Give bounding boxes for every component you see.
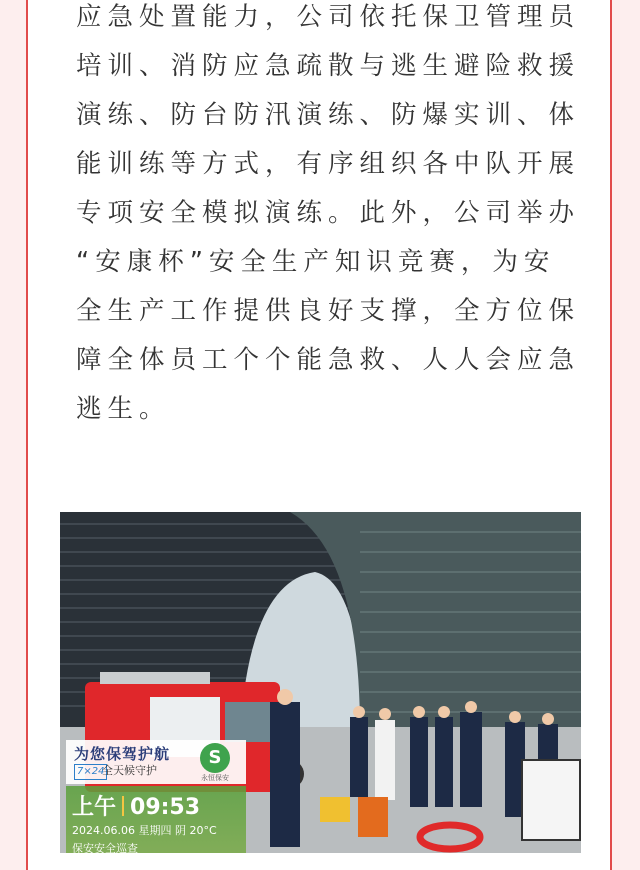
photo-watermark-overlay — [66, 740, 246, 853]
time-divider — [122, 796, 124, 816]
time-value: 09:53 — [130, 795, 201, 820]
service-hours-badge: 7×24 — [74, 764, 107, 780]
brand-subtitle: 全天候守护 — [102, 764, 157, 777]
time-period: 上午 — [72, 795, 117, 820]
company-logo-label: 永恒保安 — [201, 774, 229, 782]
brand-box — [66, 740, 246, 784]
timestamp-box — [66, 786, 246, 853]
article-line: 全生产工作提供良好支撑，全方位保 — [76, 296, 581, 326]
company-logo-icon: S — [200, 743, 230, 773]
article-line: 专项安全模拟演练。此外，公司举办 — [76, 198, 581, 228]
photo-caption: 保安安全巡查 — [72, 842, 138, 855]
article-line: 应急处置能力，公司依托保卫管理员 — [76, 2, 581, 32]
article-body — [76, 0, 581, 434]
article-line: 演练、防台防汛演练、防爆实训、体 — [76, 100, 581, 130]
article-line: 培训、消防应急疏散与逃生避险救援 — [76, 51, 581, 81]
brand-title: 为您保驾护航 — [74, 745, 171, 763]
date-weather: 2024.06.06 星期四 阴 20°C — [72, 824, 217, 837]
article-line: “安康杯”安全生产知识竞赛，为安 — [76, 247, 556, 277]
time-row — [72, 790, 200, 821]
article-line: 能训练等方式，有序组织各中队开展 — [76, 149, 581, 179]
article-line: 逃生。 — [76, 394, 171, 424]
article-line: 障全体员工个个能急救、人人会应急 — [76, 345, 581, 375]
